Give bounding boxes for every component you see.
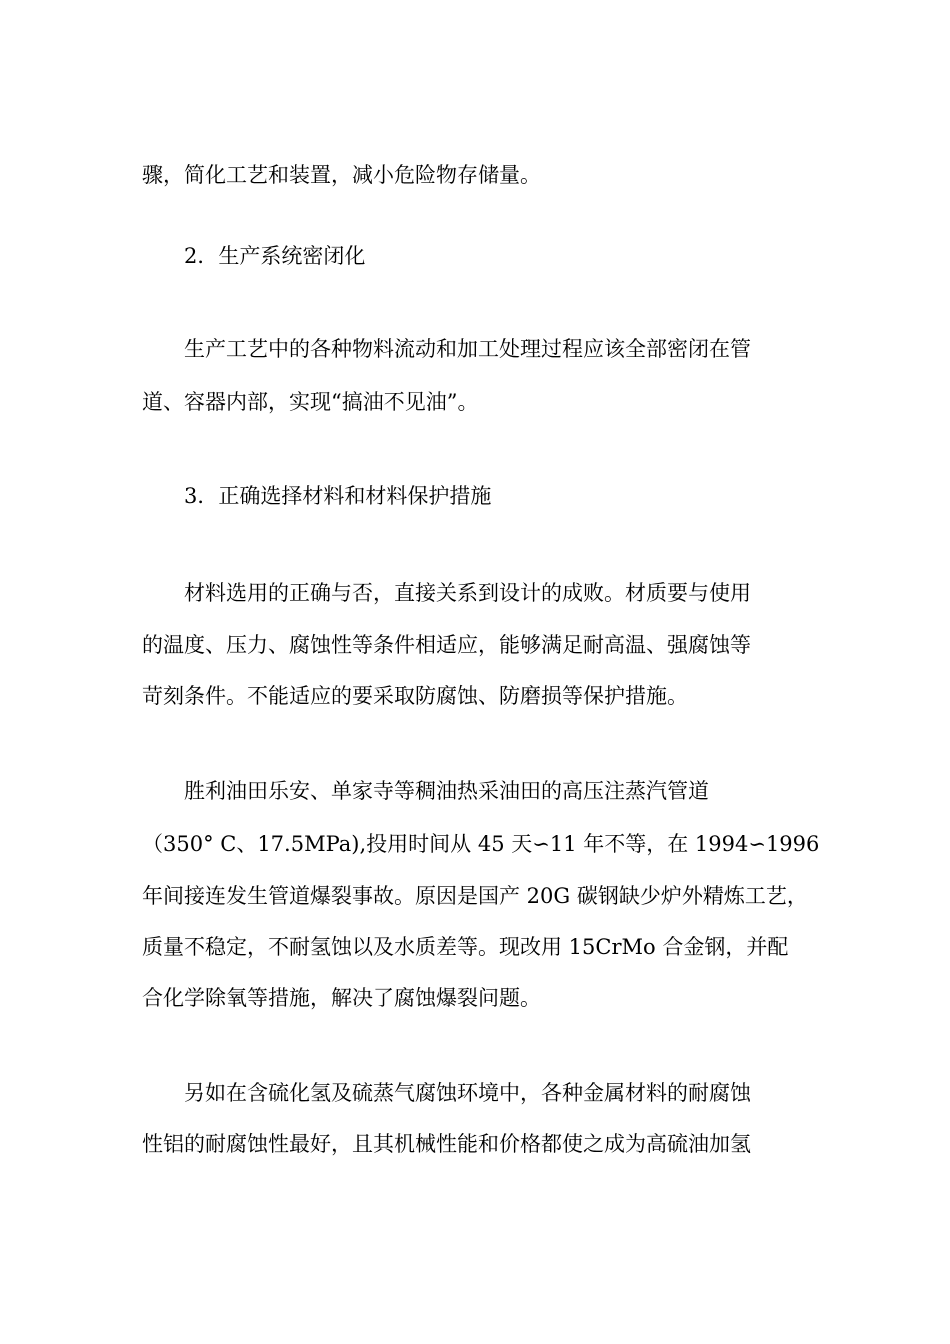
paragraph-5-line-1: 另如在含硫化氢及硫蒸气腐蚀环境中，各种金属材料的耐腐蚀 (184, 1081, 751, 1105)
paragraph-4-line-3: 年间接连发生管道爆裂事故。原因是国产 20G 碳钢缺少炉外精炼工艺， (142, 884, 808, 908)
paragraph-4-line-5: 合化学除氧等措施，解决了腐蚀爆裂问题。 (142, 986, 541, 1010)
paragraph-4-line-1: 胜利油田乐安、单家寺等稠油热采油田的高压注蒸汽管道 (184, 779, 709, 803)
paragraph-1-line-1: 骤，简化工艺和装置，减小危险物存储量。 (142, 163, 541, 187)
paragraph-3-line-3: 苛刻条件。不能适应的要采取防腐蚀、防磨损等保护措施。 (142, 684, 688, 708)
paragraph-3-line-1: 材料选用的正确与否，直接关系到设计的成败。材质要与使用 (184, 581, 751, 605)
paragraph-2-line-2: 道、容器内部，实现“搞油不见油”。 (142, 390, 479, 414)
section-heading-2: 2．生产系统密闭化 (184, 244, 366, 268)
section-heading-3: 3．正确选择材料和材料保护措施 (184, 484, 492, 508)
paragraph-2-line-1: 生产工艺中的各种物料流动和加工处理过程应该全部密闭在管 (184, 337, 751, 361)
paragraph-4-line-4: 质量不稳定，不耐氢蚀以及水质差等。现改用 15CrMo 合金钢，并配 (142, 935, 789, 959)
paragraph-5-line-2: 性铝的耐腐蚀性最好，且其机械性能和价格都使之成为高硫油加氢 (142, 1132, 751, 1156)
paragraph-3-line-2: 的温度、压力、腐蚀性等条件相适应，能够满足耐高温、强腐蚀等 (142, 633, 751, 657)
paragraph-4-line-2: （350° C、17.5MPa),投用时间从 45 天∽11 年不等，在 1994∽1996 (142, 832, 820, 856)
